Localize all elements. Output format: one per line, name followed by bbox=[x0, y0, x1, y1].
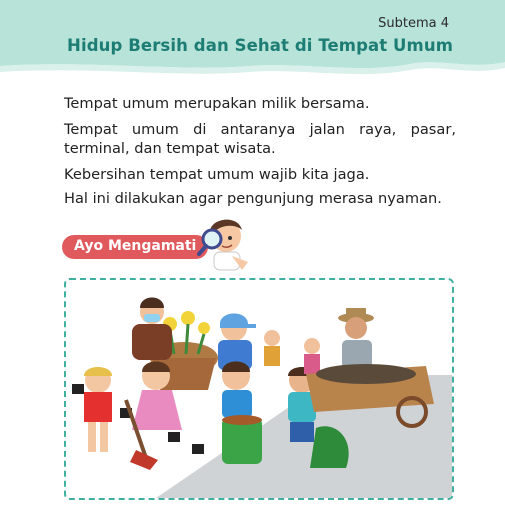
paragraph-1: Tempat umum merupakan milik bersama. bbox=[64, 95, 370, 112]
paragraph-4: Hal ini dilakukan agar pengunjung merasa nyaman. bbox=[64, 190, 442, 207]
paragraph-2: Tempat umum di antaranya jalan raya, pasar, terminal, dan tempat wisata. bbox=[64, 121, 456, 157]
paragraph-3: Kebersihan tempat umum wajib kita jaga. bbox=[64, 166, 370, 183]
cleaning-scene-illustration bbox=[66, 280, 452, 498]
activity-label: Ayo Mengamati bbox=[74, 238, 197, 254]
illustration-frame bbox=[64, 278, 454, 500]
mascot-magnifier-icon bbox=[196, 212, 252, 274]
subtema-title: Hidup Bersih dan Sehat di Tempat Umum bbox=[67, 36, 453, 55]
page-header bbox=[0, 0, 505, 80]
subtema-label: Subtema 4 bbox=[378, 16, 449, 31]
